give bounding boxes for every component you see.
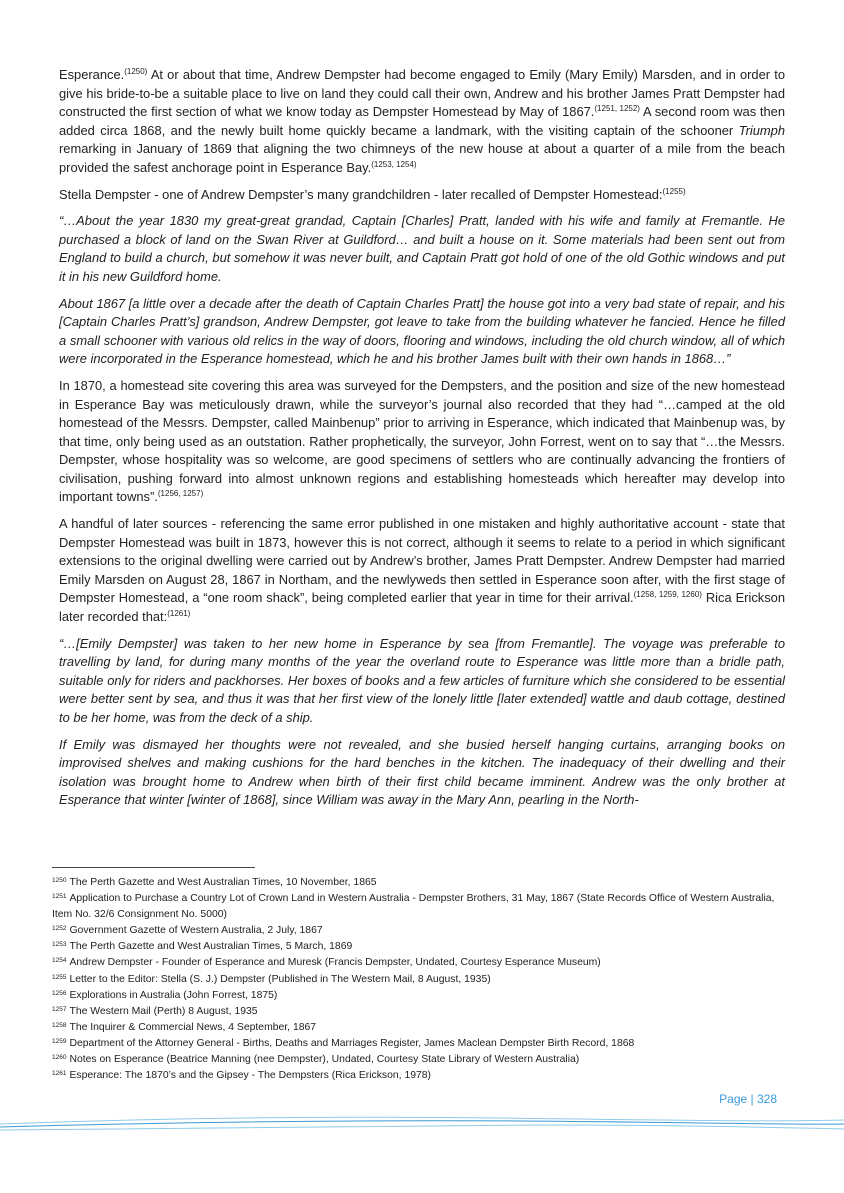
footnote <box>52 1068 792 1084</box>
body-text <box>59 66 785 818</box>
footnote <box>52 1052 792 1068</box>
footnote <box>52 988 792 1004</box>
quote-paragraph <box>59 736 785 810</box>
footnote-number: 1251 <box>52 893 67 901</box>
footnote <box>52 955 792 971</box>
italic-text: Triumph <box>738 122 785 138</box>
footnote-text: Andrew Dempster - Founder of Esperance and Muresk (Francis Dempster, Undated, Courtesy Esperance Museum) <box>69 957 601 969</box>
footnote-divider <box>52 867 255 868</box>
footnote-text: The Perth Gazette and West Australian Times, 5 March, 1869 <box>69 941 353 953</box>
footnote-text: Esperance: The 1870’s and the Gipsey - The Dempsters (Rica Erickson, 1978) <box>69 1070 432 1082</box>
footnote-number: 1258 <box>52 1021 67 1029</box>
decorative-wave <box>0 1110 844 1140</box>
quote-paragraph <box>59 212 785 286</box>
citation-ref: (1253, 1254) <box>371 159 417 169</box>
text-run: “…About the year 1830 my great-great grandad, Captain [Charles] Pratt, landed with his wife and family at Fremantle. He purchased a block of land on the Swan River at Guildford… and built a house on it. Some materials had been sent out from England to build a church, but somehow it was never built, and Captain Pratt got hold of one of the old Gothic windows and put it in his new Guildford home. <box>59 213 785 284</box>
footnote <box>52 891 792 923</box>
footnote <box>52 875 792 891</box>
paragraph <box>59 186 785 205</box>
paragraph <box>59 515 785 627</box>
page-number: Page | 328 <box>719 1092 777 1106</box>
footnote-text: The Western Mail (Perth) 8 August, 1935 <box>69 1005 258 1017</box>
footnote-text: Department of the Attorney General - Births, Deaths and Marriages Register, James Maclean Dempster Birth Record, 1868 <box>69 1037 635 1049</box>
footnote-number: 1255 <box>52 973 67 981</box>
footnote-number: 1259 <box>52 1037 67 1045</box>
quote-paragraph <box>59 635 785 728</box>
text-run: Stella Dempster - one of Andrew Dempster’s many grandchildren - later recalled of Dempster Homestead: <box>59 186 663 202</box>
text-run: If Emily was dismayed her thoughts were not revealed, and she busied herself hanging curtains, arranging books on improvised shelves and making cushions for the hard benches in the kitchen. The inadequacy of their dwelling and their isolation was brought home to Andrew when birth of their first child became imminent. Andrew was the only brother at Esperance that winter [winter of 1868], since William was away in the Mary Ann, pearling in the North- <box>59 736 785 808</box>
footnote-number: 1256 <box>52 989 67 997</box>
citation-ref: (1258, 1259, 1260) <box>633 590 702 600</box>
text-run: About 1867 [a little over a decade after the death of Captain Charles Pratt] the house got into a very bad state of repair, and his [Captain Charles Pratt’s] grandson, Andrew Dempster, got leave to take from the building whatever he fancied. Hence he filled a small schooner with various old relics in the way of doors, flooring and windows, including the old church window, all of which were incorporated in the Esperance homestead, which he and his brother James built with their own hands in 1868…” <box>59 295 785 367</box>
footnotes <box>52 875 792 1084</box>
footnote-text: Notes on Esperance (Beatrice Manning (nee Dempster), Undated, Courtesy State Library of Western Australia) <box>69 1054 580 1066</box>
footnote-number: 1253 <box>52 941 67 949</box>
text-run: A handful of later sources - referencing the same error published in one mistaken and highly authoritative account - state that Dempster Homestead was built in 1873, however this is not correct, although it seems to relate to a period in which significant extensions to the original dwelling were carried out by Andrew’s brother, James Pratt Dempster. Andrew Dempster had married Emily Marsden on August 28, 1867 in Northam, and the newlyweds then settled in Esperance soon after, with the first stage of Dempster Homestead, a “one room shack”, being completed earlier that year in time for their arrival. <box>59 516 785 606</box>
text-run: remarking in January of 1869 that aligning the two chimneys of the new house at about a quarter of a mile from the beach provided the safest anchorage point in Esperance Bay. <box>59 141 785 175</box>
footnote-text: The Inquirer & Commercial News, 4 September, 1867 <box>69 1021 317 1033</box>
footnote-text: Explorations in Australia (John Forrest, 1875) <box>69 989 278 1001</box>
text-run: In 1870, a homestead site covering this area was surveyed for the Dempsters, and the position and size of the new homestead in Esperance Bay was meticulously drawn, while the surveyor’s journal also recorded that they had “…camped at the old homestead of the Messrs. Dempster, called Mainbenup” prior to arriving in Esperance, which indicated that Mainbenup was, by that time, only being used as an outstation. Rather prophetically, the surveyor, John Forrest, went on to say that “…the Messrs. Dempster, whose hospitality was so welcome, are good specimens of settlers who are continually advancing the frontiers of civilisation, pushing forward into almost unknown regions and establishing homesteads which hereafter may develop into important towns”. <box>59 377 785 505</box>
footnote <box>52 939 792 955</box>
footnote <box>52 1036 792 1052</box>
footnote-number: 1260 <box>52 1054 67 1062</box>
footnote <box>52 1004 792 1020</box>
footnote-number: 1250 <box>52 877 67 884</box>
citation-ref: (1255) <box>662 186 686 196</box>
footnote <box>52 1020 792 1036</box>
paragraph <box>59 66 785 178</box>
footnote <box>52 923 792 939</box>
footnote-number: 1254 <box>52 957 67 965</box>
text-run: Rica Erickson later recorded that: <box>59 590 785 625</box>
footnote-text: The Perth Gazette and West Australian Times, 10 November, 1865 <box>69 877 377 888</box>
citation-ref: (1261) <box>167 609 191 619</box>
text-run: A second room was then added circa 1868, and the newly built home quickly became a landmark, with the visiting captain of the schooner <box>59 104 786 138</box>
footnote-text: Letter to the Editor: Stella (S. J.) Dempster (Published in The Western Mail, 8 August, 1935) <box>69 973 491 985</box>
footnote-text: Government Gazette of Western Australia, 2 July, 1867 <box>69 925 323 937</box>
citation-ref: (1256, 1257) <box>157 489 204 499</box>
text-run: At or about that time, Andrew Dempster had become engaged to Emily (Mary Emily) Marsden, and in order to give his bride-to-be a suitable place to live on land they could call their own, Andrew and his brother James Pratt Dempster had constructed the first section of what we know today as Dempster Homestead by May of 1867. <box>59 67 785 120</box>
quote-paragraph <box>59 295 785 369</box>
footnote <box>52 972 792 988</box>
paragraph <box>59 377 785 507</box>
footnote-text: Application to Purchase a Country Lot of Crown Land in Western Australia - Dempster Brothers, 31 May, 1867 (State Records Office of Western Australia, Item No. 32/6 Consignment No. 5000) <box>52 893 775 921</box>
text-run: Esperance. <box>59 67 125 82</box>
footnote-number: 1261 <box>52 1070 67 1078</box>
footnote-number: 1257 <box>52 1005 67 1013</box>
text-run: “…[Emily Dempster] was taken to her new home in Esperance by sea [from Fremantle]. The voyage was preferable to travelling by land, for during many months of the year the overland route to Esperance was little more than a bridle path, suitable only for riders and packhorses. Her boxes of books and a few articles of furniture which she considered to be essential were better sent by sea, and thus it was that her first view of the lonely little [later extended] wattle and daub cottage, destined to be her home, was from the deck of a ship. <box>59 635 785 725</box>
footnote-number: 1252 <box>52 925 67 933</box>
citation-ref: (1251, 1252) <box>594 104 640 114</box>
citation-ref: (1250) <box>124 67 148 76</box>
